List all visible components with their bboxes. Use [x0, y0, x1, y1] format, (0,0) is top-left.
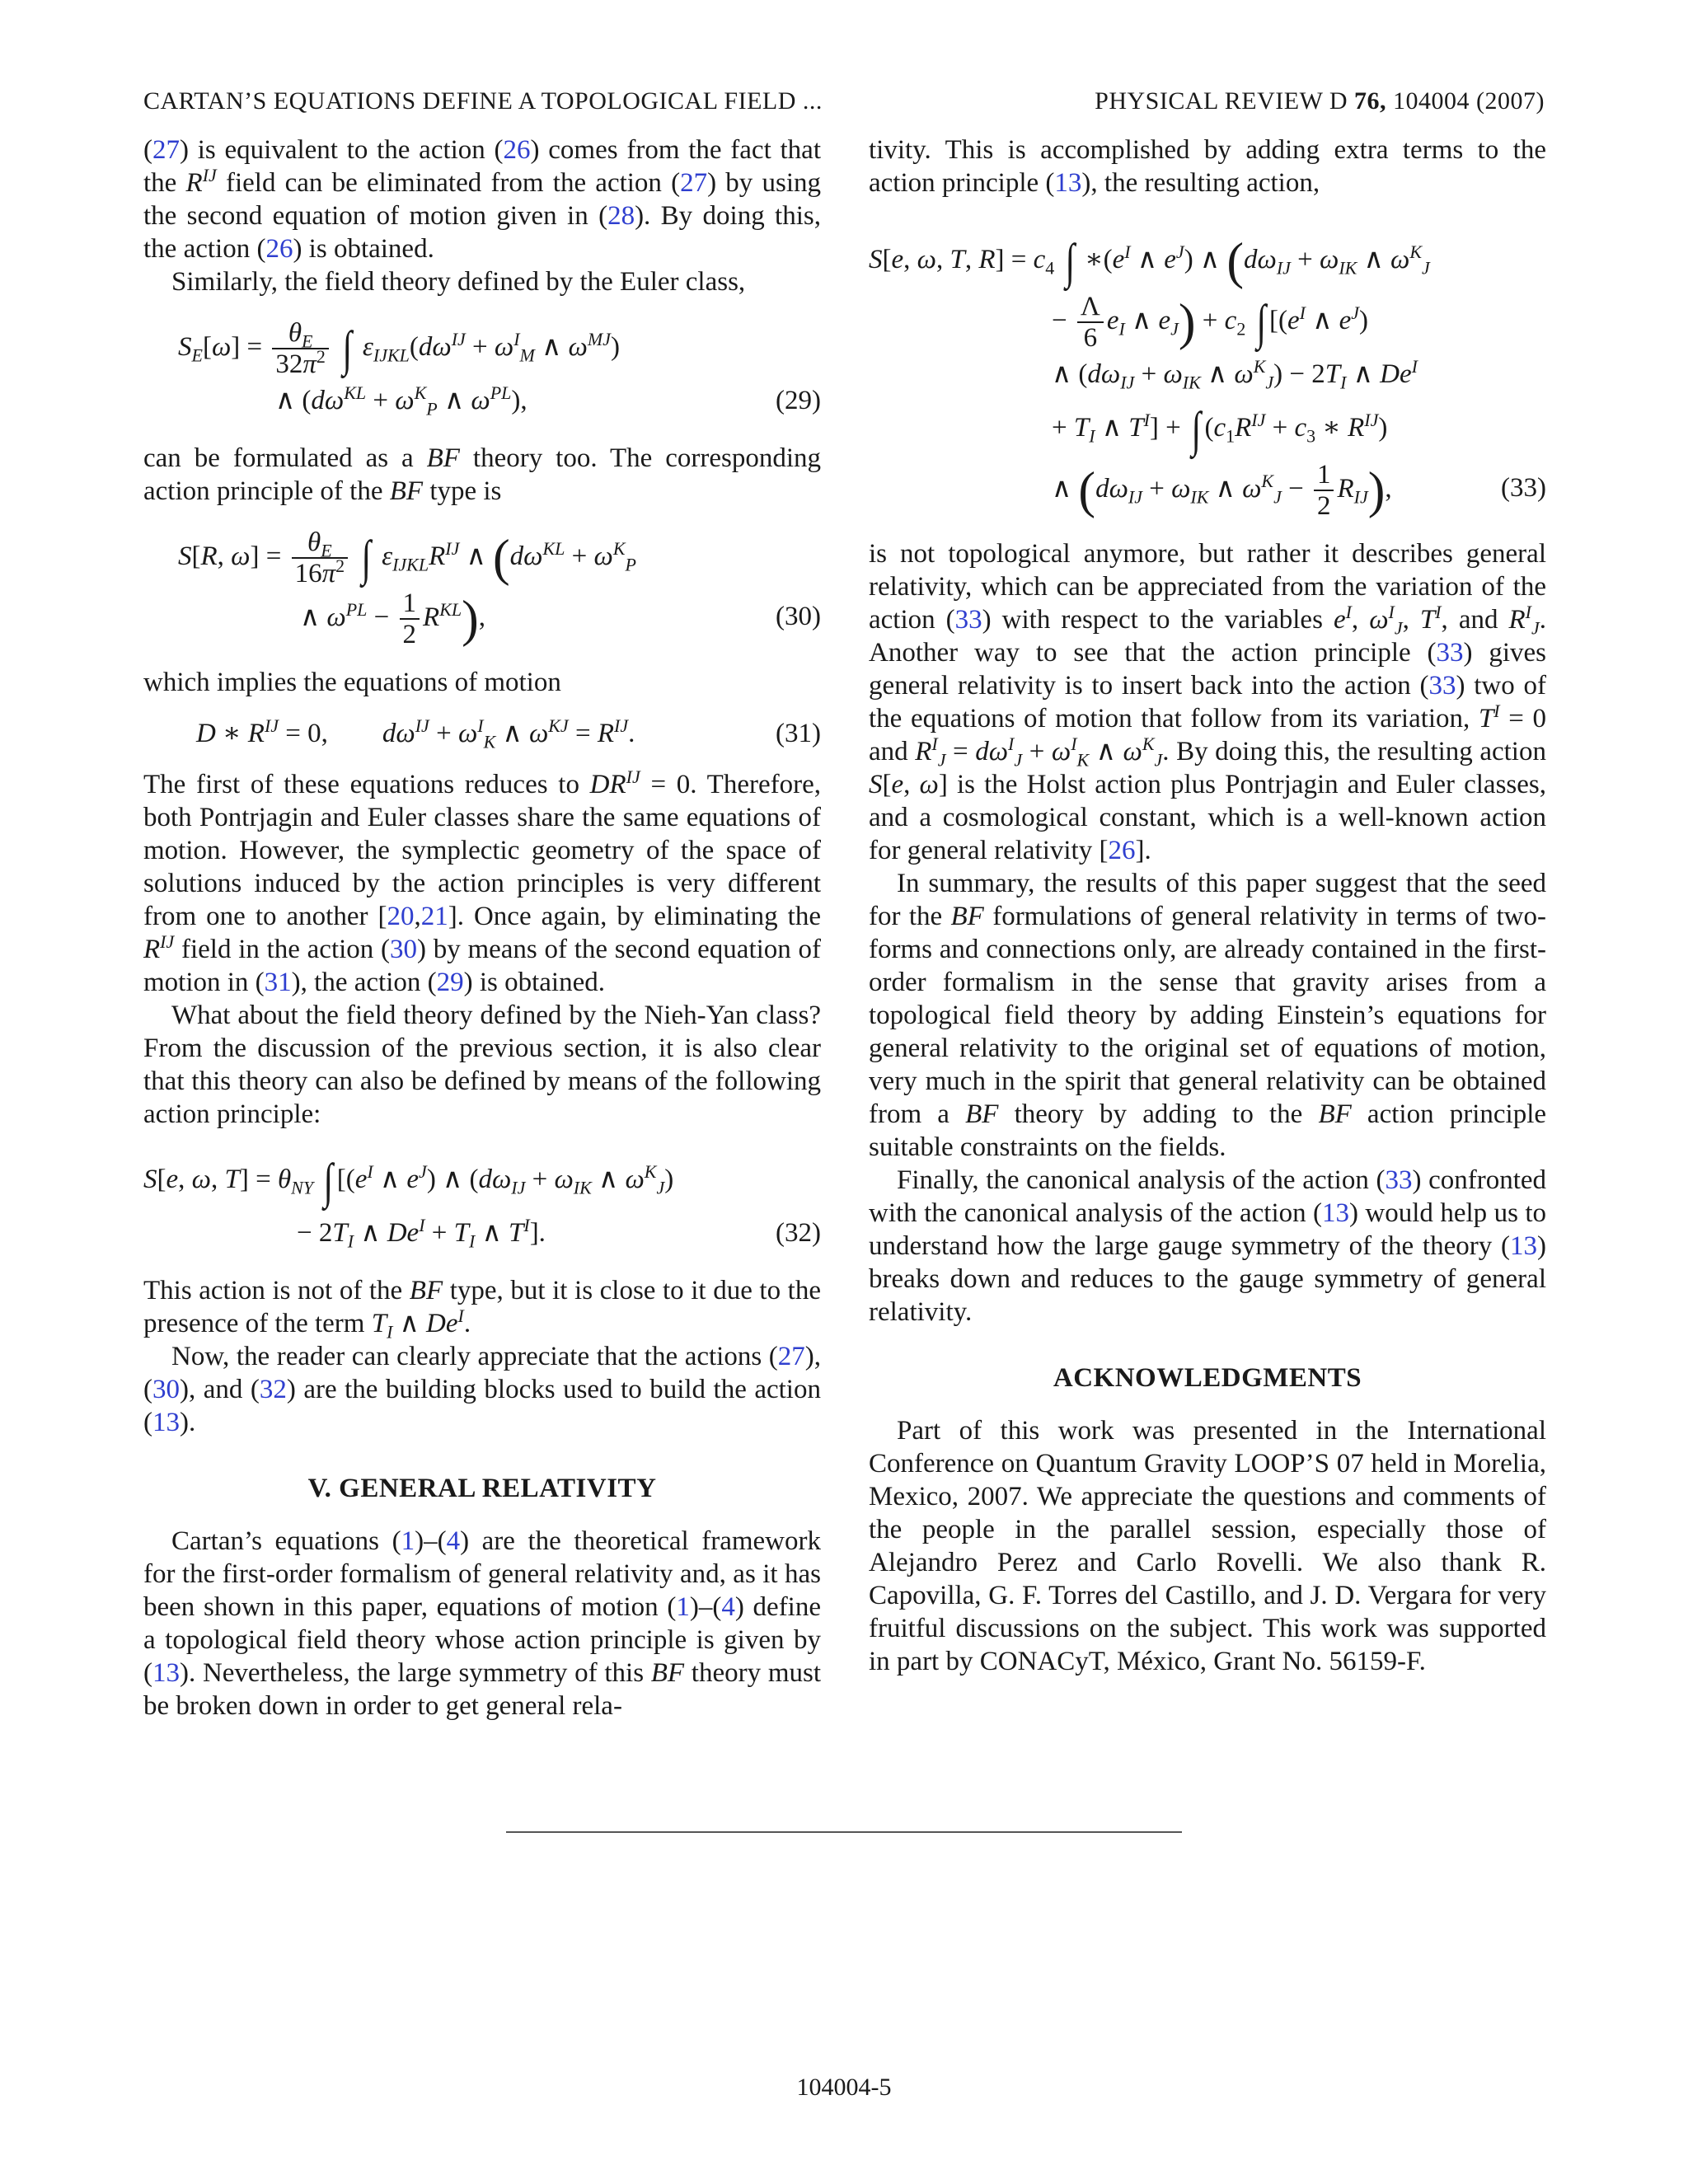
- equation-31: D ∗ $R^{IJ} = 0$, $d\omega^{IJ} + \omega^I_K$ ∧ $\omega^{KJ} = R^{IJ}$. (31): [196, 715, 821, 752]
- paragraph: What about the field theory defined by the Nieh-Yan class? From the discussion of the previous section, it is also clear that this theory can also be defined by means of the following action principle:: [143, 1001, 821, 1129]
- page-number: 104004-5: [796, 2074, 892, 2101]
- equation-link[interactable]: 26: [265, 234, 293, 264]
- equation-link[interactable]: 27: [680, 168, 708, 198]
- acknowledgments-paragraph: Part of this work was presented in the International Conference on Quantum Gravity LOOP’S 07 held in Morelia, Mexico, 2007. We appreciate the questions and comments of the people in the parallel session, especially those of Alejandro Perez and Carlo Rovelli. We also thank R. Capovilla, G. F. Torres del Castillo, and J. D. Vergara for very fruitful discussions on the subject. This work was supported in part by CONACyT, México, Grant No. 56159-F.: [869, 1416, 1546, 1676]
- running-header: [143, 87, 1545, 120]
- paragraph: Similarly, the field theory defined by the Euler class,: [171, 267, 746, 297]
- equation-number: (32): [776, 1218, 821, 1248]
- equation-link[interactable]: 13: [152, 1658, 180, 1688]
- journal-citation: PHYSICAL REVIEW D 76, 104004 (2007): [1095, 87, 1545, 115]
- equation-link[interactable]: 30: [152, 1375, 180, 1404]
- equation-29: $S_E[\omega]$ = $\frac{\theta_E}{32\pi^2}$ ∫ $\varepsilon_{IJKL}(d\omega^{IJ} + \omega^I_M$ ∧ $\omega^{MJ}$) ∧ ($d\omega^{KL} + \omega^K_P$ ∧ $\omega^{PL}$), (29): [178, 318, 821, 419]
- equation-link[interactable]: 13: [1054, 168, 1082, 198]
- paragraph: Now, the reader can clearly appreciate that the actions (27), (30), and (32) are the building blocks used to build the action (13).: [143, 1342, 821, 1437]
- equation-link[interactable]: 1: [676, 1592, 690, 1622]
- equation-link[interactable]: 1: [401, 1526, 415, 1556]
- equation-link[interactable]: 27: [777, 1342, 805, 1371]
- paragraph: (27) is equivalent to the action (26) comes from the fact that the $R^{IJ}$ field can be eliminated from the action (27) by using the second equation of motion given in (28). By doing this, the action (26) is obtained.: [143, 135, 821, 264]
- citation-link[interactable]: 21: [420, 902, 448, 931]
- paragraph: Finally, the canonical analysis of the action (33) confronted with the canonical analysis of the action (13) would help us to understand how the large gauge symmetry of the theory (13) breaks down and reduces to the gauge symmetry of general relativity.: [869, 1165, 1547, 1327]
- acknowledgments-heading: ACKNOWLEDGMENTS: [1053, 1363, 1362, 1393]
- equation-link[interactable]: 33: [1436, 638, 1464, 668]
- equation-link[interactable]: 33: [1428, 671, 1456, 701]
- left-column: [143, 134, 821, 1722]
- equation-number: (29): [776, 386, 821, 415]
- equation-link[interactable]: 28: [607, 201, 635, 231]
- equation-link[interactable]: 32: [259, 1375, 287, 1404]
- equation-link[interactable]: 4: [446, 1526, 461, 1556]
- paragraph: which implies the equations of motion: [143, 668, 561, 697]
- equation-link[interactable]: 13: [1322, 1198, 1350, 1228]
- paragraph: This action is not of the BF type, but it is close to it due to the presence of the term $T_I$ ∧ $De^I$.: [143, 1276, 821, 1343]
- equation-33: S[e, ω, T, $R] = c_4$ ∫ $∗(e^I$ ∧ $e^J$) ∧ ($d\omega_{IJ} + \omega_{IK}$ ∧ $\omega^K_J$ − $\frac{\Lambda}{6}$ $e_I$ ∧ $e_J) + c_2$ ∫ [($e^I$ ∧ $e^J$) ∧ ($d\omega_{IJ} + \omega_{IK}$ ∧ $\omega^K_J) - 2T_I$ ∧ $De^I$ + $T_I$ ∧ $T^I$] + ∫ ($c_1R^{IJ} + c_3$ ∗ $R^{IJ}$) ∧ ($d\omega_{IJ} + \omega_{IK}$ ∧ $\omega^K_J$ − $\frac{1}{2}$ $R_{IJ}$), (33): [869, 233, 1546, 522]
- equation-link[interactable]: 13: [152, 1408, 180, 1437]
- equation-number: (31): [776, 719, 821, 748]
- paragraph: In summary, the results of this paper suggest that the seed for the BF formulations of general relativity in terms of two-forms and connections only, are already contained in the first-order formalism in the sense that gravity arises from a topological field theory by adding Einstein’s equations for general relativity to the original set of equations of motion, very much in the spirit that general relativity can be obtained from a BF theory by adding to the BF action principle suitable constraints on the fields.: [869, 869, 1547, 1162]
- equation-link[interactable]: 33: [954, 605, 982, 635]
- citation-link[interactable]: 26: [1108, 836, 1136, 865]
- paragraph: can be formulated as a BF theory too. The corresponding action principle of the BF type is: [143, 443, 822, 506]
- section-heading: V. GENERAL RELATIVITY: [307, 1474, 657, 1503]
- equation-30: S[R, ω] = $\frac{\theta_E}{16\pi^2}$ ∫ $\varepsilon_{IJKL}R^{IJ}$ ∧ ($d\omega^{KL} + \omega^K_P$ ∧ $\omega^{PL}$ − $\frac{1}{2}$ $R^{KL}$), (30): [178, 527, 821, 650]
- equation-number: (33): [1501, 473, 1546, 503]
- equation-link[interactable]: 27: [152, 135, 180, 165]
- equation-link[interactable]: 26: [503, 135, 531, 165]
- equation-link[interactable]: 13: [1510, 1231, 1537, 1261]
- citation-link[interactable]: 20: [387, 902, 415, 931]
- running-title: CARTAN’S EQUATIONS DEFINE A TOPOLOGICAL FIELD ...: [143, 87, 823, 115]
- paragraph: tivity. This is accomplished by adding extra terms to the action principle (13), the resulting action,: [869, 135, 1546, 198]
- equation-32: S[e, ω, $T] = \theta_{NY}$ ∫ [($e^I$ ∧ $e^J$) ∧ ($d\omega_{IJ} + \omega_{IK}$ ∧ $\omega^K_J$) − $2T_I$ ∧ $De^I + T_I$ ∧ $T^I$]. (32): [143, 1154, 821, 1252]
- footnote-divider: [506, 1831, 1182, 1833]
- paragraph: The first of these equations reduces to $DR^{IJ} = 0$. Therefore, both Pontrjagin and Euler classes share the same equations of motion. However, the symplectic geometry of the space of solutions induced by the action principles is very different from one to another [20,21]. Once again, by eliminating the $R^{IJ}$ field in the action (30) by means of the second equation of motion in (31), the action (29) is obtained.: [143, 766, 822, 997]
- equation-link[interactable]: 31: [264, 968, 292, 997]
- equation-number: (30): [776, 602, 821, 631]
- equation-link[interactable]: 33: [1385, 1165, 1413, 1195]
- equation-link[interactable]: 4: [721, 1592, 735, 1622]
- equation-link[interactable]: 30: [390, 935, 418, 964]
- paragraph: Cartan’s equations (1)–(4) are the theoretical framework for the first-order formalism of general relativity and, as it has been shown in this paper, equations of motion (1)–(4) define a topological field theory whose action principle is given by (13). Nevertheless, the large symmetry of this BF theory must be broken down in order to get general rela-: [143, 1526, 821, 1721]
- equation-link[interactable]: 29: [436, 968, 464, 997]
- right-column: [869, 134, 1546, 1678]
- paragraph: is not topological anymore, but rather it describes general relativity, which can be appreciated from the variation of the action (33) with respect to the variables $e^I$, $\omega^I_J$, $T^I$, and $R^I_J$. Another way to see that the action principle (33) gives general relativity is to insert back into the action (33) two of the equations of motion that follow from its variation, $T^I = 0$ and $R^I_J = d\omega^I_J + \omega^I_K$ ∧ $\omega^K_J$. By doing this, the resulting action S[e, ω] is the Holst action plus Pontrjagin and Euler classes, and a cosmological constant, which is a well-known action for general relativity [26].: [869, 539, 1546, 865]
